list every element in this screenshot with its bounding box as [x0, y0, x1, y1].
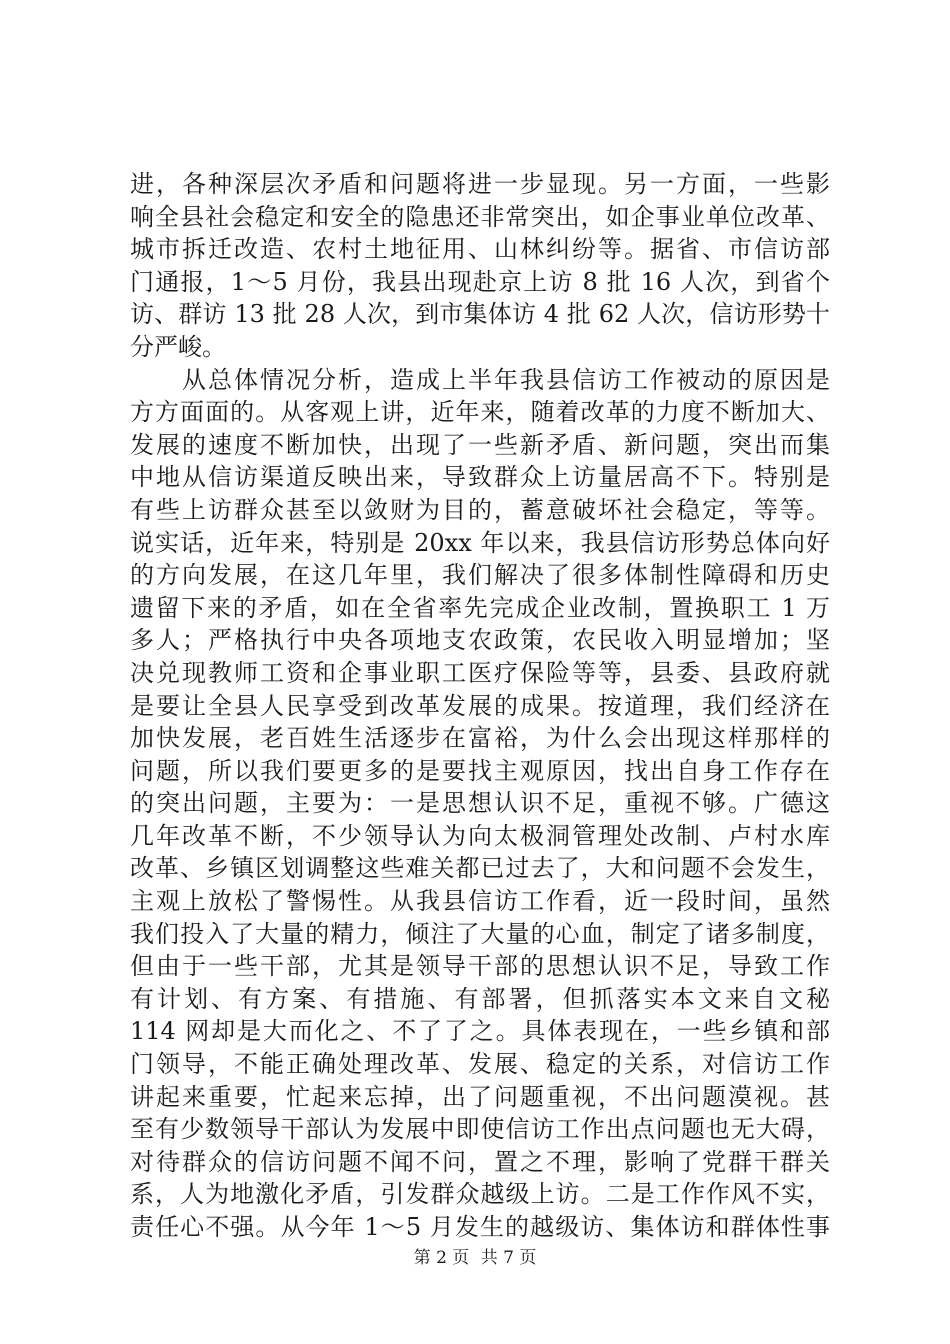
paragraph-start-line: 从总体情况分析，造成上半年我县信访工作被动的原因是 — [182, 365, 830, 394]
text-line: 方方面面的。从客观上讲，近年来，随着改革的力度不断加大、 — [130, 398, 830, 427]
text-line: 改革、乡镇区划调整这些难关都已过去了，大和问题不会发生， — [130, 854, 830, 883]
text-line: 分严峻。 — [130, 332, 226, 361]
text-line: 决兑现教师工资和企事业职工医疗保险等等，县委、县政府就 — [130, 658, 830, 687]
text-line: 门通报，1～5 月份，我县出现赴京上访 8 批 16 人次，到省个 — [130, 267, 830, 296]
text-line: 系，人为地激化矛盾，引发群众越级上访。二是工作作风不实， — [130, 1180, 830, 1209]
text-line: 有些上访群众甚至以敛财为目的，蓄意破坏社会稳定，等等。 — [130, 495, 830, 524]
text-line: 的方向发展，在这几年里，我们解决了很多体制性障碍和历史 — [130, 561, 830, 590]
text-line: 但由于一些干部，尤其是领导干部的思想认识不足，导致工作 — [130, 952, 830, 981]
text-line: 有计划、有方案、有措施、有部署，但抓落实本文来自文秘 — [130, 984, 830, 1013]
text-line: 至有少数领导干部认为发展中即使信访工作出点问题也无大碍， — [130, 1115, 830, 1144]
text-line: 加快发展，老百姓生活逐步在富裕，为什么会出现这样那样的 — [130, 724, 830, 753]
text-line: 城市拆迁改造、农村土地征用、山林纠纷等。据省、市信访部 — [130, 235, 830, 264]
text-line: 发展的速度不断加快，出现了一些新矛盾、新问题，突出而集 — [130, 430, 830, 459]
text-line: 114 网却是大而化之、不了了之。具体表现在，一些乡镇和部 — [130, 1017, 830, 1046]
text-line: 进，各种深层次矛盾和问题将进一步显现。另一方面，一些影 — [130, 170, 830, 198]
text-line: 说实话，近年来，特别是 20xx 年以来，我县信访形势总体向好 — [130, 528, 830, 557]
text-line: 响全县社会稳定和安全的隐患还非常突出，如企事业单位改革、 — [130, 202, 830, 231]
page-total: 共 7 页 — [480, 1248, 537, 1268]
text-line: 多人；严格执行中央各项地支农政策，农民收入明显增加；坚 — [130, 626, 830, 655]
text-line: 对待群众的信访问题不闻不问，置之不理，影响了党群干群关 — [130, 1147, 830, 1176]
text-line: 访、群访 13 批 28 人次，到市集体访 4 批 62 人次，信访形势十 — [130, 300, 830, 329]
page-footer — [0, 1243, 950, 1268]
text-line: 责任心不强。从今年 1～5 月发生的越级访、集体访和群体性事 — [130, 1213, 830, 1241]
text-line: 是要让全县人民享受到改革发展的成果。按道理，我们经济在 — [130, 691, 830, 720]
body-text — [130, 168, 830, 1244]
text-line: 的突出问题，主要为：一是思想认识不足，重视不够。广德这 — [130, 789, 830, 818]
text-line: 中地从信访渠道反映出来，导致群众上访量居高不下。特别是 — [130, 463, 830, 492]
text-line: 主观上放松了警惕性。从我县信访工作看，近一段时间，虽然 — [130, 887, 830, 916]
page-number: 第 2 页 — [413, 1248, 470, 1268]
text-line: 问题，所以我们要更多的是要找主观原因，找出自身工作存在 — [130, 756, 830, 785]
text-line: 讲起来重要，忙起来忘掉，出了问题重视，不出问题漠视。甚 — [130, 1082, 830, 1111]
text-line: 遗留下来的矛盾，如在全省率先完成企业改制，置换职工 1 万 — [130, 593, 830, 622]
text-line: 几年改革不断，不少领导认为向太极洞管理处改制、卢村水库 — [130, 821, 830, 850]
text-line: 门领导，不能正确处理改革、发展、稳定的关系，对信访工作 — [130, 1050, 830, 1079]
text-line: 我们投入了大量的精力，倾注了大量的心血，制定了诸多制度， — [130, 919, 830, 948]
